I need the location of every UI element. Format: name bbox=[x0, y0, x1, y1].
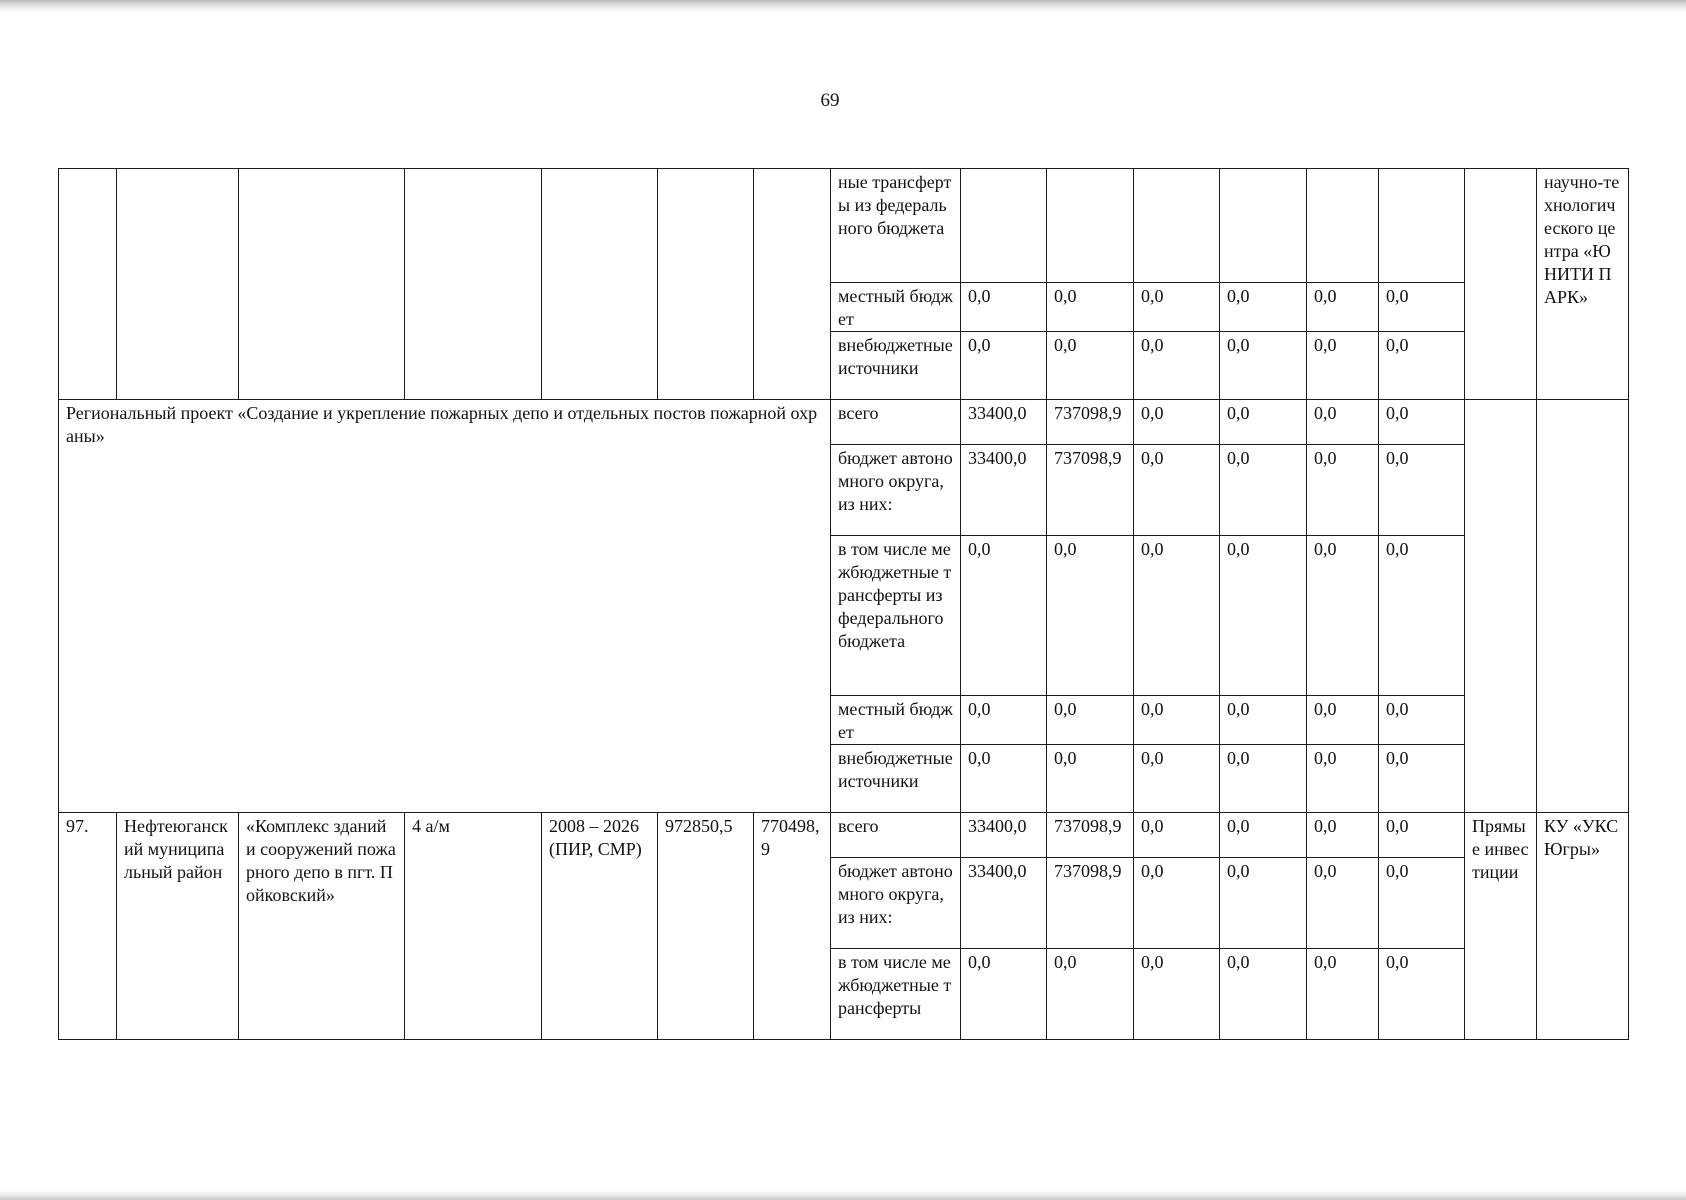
value-cell: 0,0 bbox=[1220, 745, 1307, 813]
remaining-cost-cell: 770498,9 bbox=[754, 813, 831, 1040]
value-cell: 0,0 bbox=[961, 332, 1047, 400]
customer-cell: КУ «УКС Югры» bbox=[1537, 813, 1629, 1040]
funding-source-cell: в том числе межбюджетные трансферты bbox=[831, 949, 961, 1040]
page-number: 69 bbox=[820, 90, 840, 111]
institution-cell: научно-технологического центра «ЮНИТИ ПАРК» bbox=[1537, 169, 1629, 400]
value-cell: 0,0 bbox=[1379, 813, 1465, 858]
value-cell: 0,0 bbox=[1047, 949, 1134, 1040]
funding-source-cell: местный бюджет bbox=[831, 283, 961, 332]
value-cell: 0,0 bbox=[1134, 949, 1220, 1040]
value-cell: 0,0 bbox=[1307, 745, 1379, 813]
value-cell: 0,0 bbox=[1220, 858, 1307, 949]
value-cell: 0,0 bbox=[1134, 858, 1220, 949]
value-cell: 0,0 bbox=[1220, 445, 1307, 536]
value-cell: 0,0 bbox=[1134, 283, 1220, 332]
regional-project-row-total bbox=[59, 400, 1629, 445]
value-cell: 737098,9 bbox=[1047, 858, 1134, 949]
value-cell: 0,0 bbox=[1379, 332, 1465, 400]
value-cell: 0,0 bbox=[1134, 536, 1220, 696]
period-cell: 2008 – 2026 (ПИР, СМР) bbox=[542, 813, 658, 1040]
value-cell: 0,0 bbox=[1134, 332, 1220, 400]
municipality-cell: Нефтеюганский муниципальный район bbox=[117, 813, 239, 1040]
funding-source-cell: бюджет автономного округа, из них: bbox=[831, 858, 961, 949]
value-cell: 0,0 bbox=[1220, 283, 1307, 332]
value-cell: 0,0 bbox=[961, 745, 1047, 813]
value-cell: 0,0 bbox=[1047, 745, 1134, 813]
value-cell: 0,0 bbox=[1047, 536, 1134, 696]
value-cell: 0,0 bbox=[1220, 813, 1307, 858]
scan-edge-bottom bbox=[0, 1190, 1686, 1200]
empty-cell bbox=[961, 169, 1047, 283]
empty-cell bbox=[1220, 169, 1307, 283]
empty-cell bbox=[1379, 169, 1465, 283]
value-cell: 0,0 bbox=[1307, 400, 1379, 445]
funding-source-cell: ные трансферты из федерального бюджета bbox=[831, 169, 961, 283]
value-cell: 0,0 bbox=[1379, 858, 1465, 949]
row-number: 97. bbox=[59, 813, 117, 1040]
value-cell: 0,0 bbox=[1134, 745, 1220, 813]
value-cell: 0,0 bbox=[1379, 445, 1465, 536]
value-cell: 0,0 bbox=[1307, 858, 1379, 949]
value-cell: 0,0 bbox=[1134, 445, 1220, 536]
funding-source-cell: внебюджетные источники bbox=[831, 745, 961, 813]
empty-cell bbox=[542, 169, 658, 400]
empty-cell bbox=[1465, 400, 1537, 813]
estimated-cost-cell: 972850,5 bbox=[658, 813, 754, 1040]
value-cell: 737098,9 bbox=[1047, 813, 1134, 858]
value-cell: 33400,0 bbox=[961, 813, 1047, 858]
capacity-cell: 4 а/м bbox=[405, 813, 542, 1040]
value-cell: 0,0 bbox=[1134, 400, 1220, 445]
empty-cell bbox=[239, 169, 405, 400]
value-cell: 0,0 bbox=[1220, 536, 1307, 696]
value-cell: 0,0 bbox=[1134, 813, 1220, 858]
value-cell: 0,0 bbox=[1307, 949, 1379, 1040]
funding-source-cell: бюджет автономного округа, из них: bbox=[831, 445, 961, 536]
object-name-cell: «Комплекс зданий и сооружений пожарного депо в пгт. Пойковский» bbox=[239, 813, 405, 1040]
value-cell: 0,0 bbox=[1220, 949, 1307, 1040]
funding-source-cell: всего bbox=[831, 813, 961, 858]
value-cell: 0,0 bbox=[1307, 283, 1379, 332]
value-cell: 33400,0 bbox=[961, 858, 1047, 949]
empty-cell bbox=[1465, 169, 1537, 400]
empty-cell bbox=[405, 169, 542, 400]
empty-cell bbox=[658, 169, 754, 400]
value-cell: 0,0 bbox=[1307, 445, 1379, 536]
value-cell: 737098,9 bbox=[1047, 445, 1134, 536]
value-cell: 33400,0 bbox=[961, 400, 1047, 445]
value-cell: 0,0 bbox=[1047, 696, 1134, 745]
mechanism-cell: Прямые инвестиции bbox=[1465, 813, 1537, 1040]
empty-cell bbox=[59, 169, 117, 400]
value-cell: 0,0 bbox=[1220, 332, 1307, 400]
value-cell: 0,0 bbox=[961, 283, 1047, 332]
empty-cell bbox=[1134, 169, 1220, 283]
value-cell: 0,0 bbox=[1307, 813, 1379, 858]
value-cell: 0,0 bbox=[961, 696, 1047, 745]
value-cell: 0,0 bbox=[1379, 400, 1465, 445]
empty-cell bbox=[754, 169, 831, 400]
value-cell: 0,0 bbox=[1047, 283, 1134, 332]
empty-cell bbox=[1047, 169, 1134, 283]
empty-cell bbox=[1307, 169, 1379, 283]
value-cell: 0,0 bbox=[1134, 696, 1220, 745]
value-cell: 0,0 bbox=[1379, 283, 1465, 332]
value-cell: 0,0 bbox=[1047, 332, 1134, 400]
value-cell: 737098,9 bbox=[1047, 400, 1134, 445]
object-97-row-total bbox=[59, 813, 1629, 858]
value-cell: 0,0 bbox=[1379, 696, 1465, 745]
empty-cell bbox=[117, 169, 239, 400]
value-cell: 0,0 bbox=[1307, 696, 1379, 745]
value-cell: 0,0 bbox=[1379, 949, 1465, 1040]
funding-source-cell: всего bbox=[831, 400, 961, 445]
value-cell: 0,0 bbox=[1379, 536, 1465, 696]
funding-source-cell: местный бюджет bbox=[831, 696, 961, 745]
funding-source-cell: в том числе межбюджетные трансферты из федерального бюджета bbox=[831, 536, 961, 696]
value-cell: 0,0 bbox=[1307, 332, 1379, 400]
value-cell: 0,0 bbox=[961, 949, 1047, 1040]
value-cell: 0,0 bbox=[1379, 745, 1465, 813]
scan-edge-top bbox=[0, 0, 1686, 14]
value-cell: 0,0 bbox=[1307, 536, 1379, 696]
value-cell: 0,0 bbox=[1220, 696, 1307, 745]
budget-table bbox=[58, 168, 1629, 1040]
funding-source-cell: внебюджетные источники bbox=[831, 332, 961, 400]
empty-cell bbox=[1537, 400, 1629, 813]
continued-row-federal bbox=[59, 169, 1629, 283]
value-cell: 33400,0 bbox=[961, 445, 1047, 536]
value-cell: 0,0 bbox=[1220, 400, 1307, 445]
regional-project-title: Региональный проект «Создание и укрепление пожарных депо и отдельных постов пожарной охраны» bbox=[59, 400, 831, 813]
value-cell: 0,0 bbox=[961, 536, 1047, 696]
